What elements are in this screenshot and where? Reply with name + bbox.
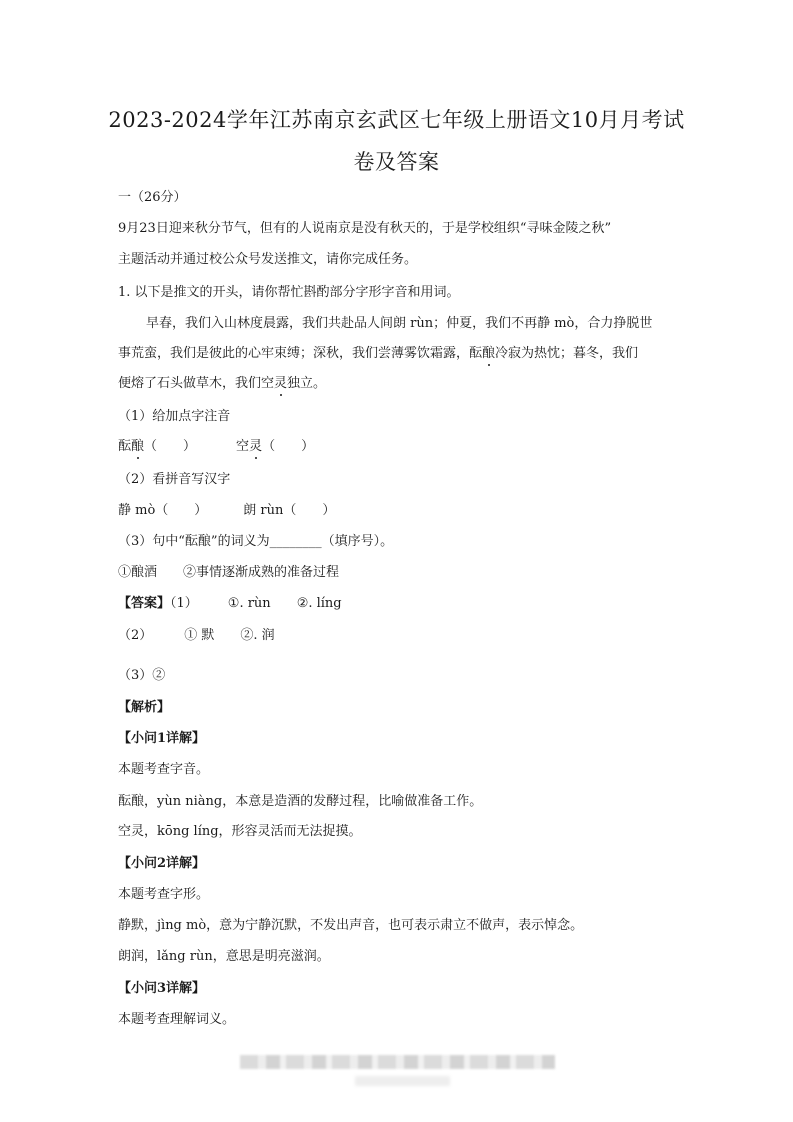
analysis-text: 静默，jìng mò，意为宁静沉默，不发出声音，也可表示肃立不做声，表示悼念。 <box>118 918 584 933</box>
answer-line-1 <box>118 592 342 611</box>
sub-question-2-items <box>118 499 335 518</box>
analysis-text: 本题考查字音。 <box>118 762 210 777</box>
passage-line-2 <box>118 342 638 361</box>
item-text: 空 <box>236 439 250 454</box>
blurred-watermark <box>240 1055 555 1069</box>
passage-text: 独立。 <box>287 376 327 391</box>
answer-part: ①. rùn <box>227 596 271 611</box>
dotted-char: 酿 <box>482 346 496 361</box>
sub-analysis-1-heading: 【小问1详解】 <box>118 731 206 746</box>
analysis-heading: 【解析】 <box>118 700 171 715</box>
passage-text: 事荒蛮，我们是彼此的心牢束缚；深秋，我们尝薄雾饮霜露，酝 <box>118 346 483 361</box>
question-1: 1. 以下是推文的开头，请你帮忙斟酌部分字形字音和用词。 <box>118 285 460 300</box>
answer-part: （2） <box>118 628 153 643</box>
intro-line-1: 9月23日迎来秋分节气，但有的人说南京是没有秋天的，于是学校组织“寻味金陵之秋” <box>118 221 612 236</box>
sub-question-2: （2）看拼音写汉字 <box>118 472 231 487</box>
passage-text: 冷寂为热忱；暮冬，我们 <box>495 346 639 361</box>
analysis-text: 空灵，kōng líng，形容灵活而无法捉摸。 <box>118 824 362 839</box>
doc-title-line1: 2023-2024学年江苏南京玄武区七年级上册语文10月月考试 <box>108 108 685 132</box>
analysis-text: 朗润，lǎng rùn，意思是明亮滋润。 <box>118 949 330 964</box>
section-heading: 一（26分） <box>118 190 187 205</box>
sub-question-1: （1）给加点字注音 <box>118 409 231 424</box>
dotted-char: 灵 <box>274 376 288 391</box>
dotted-char: 酿 <box>131 439 145 454</box>
analysis-text: 本题考查理解词义。 <box>118 1012 236 1027</box>
answer-label: 【答案】 <box>118 596 171 611</box>
blurred-watermark-small <box>355 1076 450 1086</box>
answer-line-2 <box>118 624 275 643</box>
doc-title-line2: 卷及答案 <box>353 150 440 174</box>
passage-text: 便熔了石头做草木，我们空 <box>118 376 275 391</box>
item-text: 酝 <box>118 439 132 454</box>
analysis-text: 酝酿，yùn niàng，本意是造酒的发酵过程，比喻做准备工作。 <box>118 794 483 809</box>
options-line: ①酿酒 ②事情逐渐成熟的准备过程 <box>118 565 340 580</box>
pinyin-item: 静 mò（ ） <box>118 503 208 518</box>
dotted-char: 灵 <box>249 439 263 454</box>
answer-part: ②. líng <box>296 596 342 611</box>
answer-part: （1） <box>170 596 198 611</box>
sub-analysis-3-heading: 【小问3详解】 <box>118 981 206 996</box>
answer-part: ① 默 <box>184 628 215 643</box>
sub-question-3: （3）句中“酝酿”的词义为________（填序号）。 <box>118 534 394 549</box>
passage-line-1: 早春，我们入山林度晨露，我们共赴品人间朗 rùn；仲夏，我们不再静 mò，合力挣脱世 <box>146 316 653 331</box>
analysis-text: 本题考查字形。 <box>118 887 210 902</box>
pinyin-item: 朗 rùn（ ） <box>243 503 336 518</box>
answer-blank: （ ） <box>262 439 315 454</box>
intro-line-2: 主题活动并通过校公众号发送推文，请你完成任务。 <box>118 252 418 267</box>
sub-question-1-items <box>118 435 314 454</box>
answer-line-3: （3）② <box>118 668 166 683</box>
passage-line-3 <box>118 372 326 391</box>
sub-analysis-2-heading: 【小问2详解】 <box>118 856 206 871</box>
answer-blank: （ ） <box>144 439 197 454</box>
answer-part: ②. 润 <box>240 628 275 643</box>
